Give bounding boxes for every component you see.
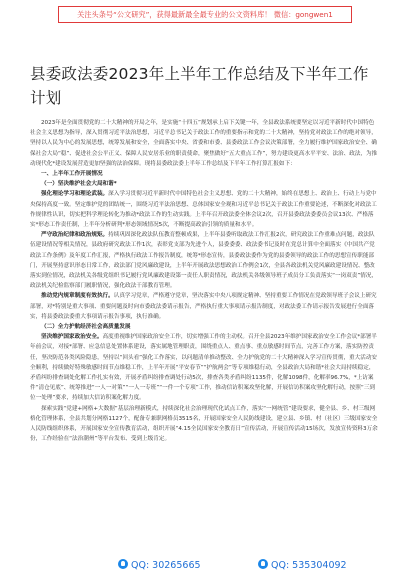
- paragraph-text: 2023年是全面贯彻党的二十大精神的开局之年，是实施“十四五”规划承上启下关键一年，全县政法系统要坚定以习近平新时代中国特色社会主义思想为指导，深入贯彻习近平法治思想，习近平总书记关于政法工作的重要指示和党的二十大精神，坚持党对政法工作的绝对领导，坚持以人民为中心的发展思想，统筹发展和安全，全面落实中央、省委和市委、县委政法工作会议决策部署，全力履行维护国家政治安全、确保社会大局“稳”、促进社会公平正义、保障人民安居乐业的职责使命，聚焦做好“五大重点工作”，努力建设更高水平平安、法治、政法，为推动现代化*建设发展营造更加坚强的法治保障。现将县委政法委上半年工作总结及下半年工作打算汇报如下：: [30, 120, 378, 167]
- qq-number-1: QQ: 30265665: [131, 560, 201, 571]
- body-paragraph: [30, 189, 378, 230]
- qq-number-2: QQ: 535304092: [271, 560, 347, 571]
- paragraph-text: 持续巩固深化政法队伍教育整顿成果，上半年县委听取政法工作汇报2次，研究政法工作重难点问题，政法队伍建设情况等相关情况，县政府研究政法工作1次，表彰党支部为先进个人，县委委委、政法委书记及时在党总计算中全面落实《中国共产党政法工作条例》及年度工作汇报，严格执行政法工作报告制度，统筹*形态宣传，县委政法委作为党的县委领导的政法工作的思想宣传职能部门，开展坚持意识形态日常工作，政法部门党风廉政建设，上半年开展政法思想政治工作例会1次，全县各政法机关党风廉政建设情况、整改落实到位情况，政法机关各级党组织书记履行党风廉政建设第一责任人职责情况，政法机关各级领导班子成员分工负责落实“一岗双责”情况，政法机关纪检监察部门履职情况，强化政法干部教育管理。: [30, 232, 378, 290]
- qq-contact-2[interactable]: [258, 559, 347, 571]
- section-heading: 一、上半年工作开展情况: [41, 171, 103, 178]
- body-paragraph: [30, 230, 378, 291]
- body-paragraph: [30, 332, 378, 403]
- paragraph-text: 深入学习贯彻习近平新时代中国特色社会主义思想、党的二十大精神，始终在思想上、政治上、行动上与党中央保持高度一致。坚定维护党的团结统一，围绕习近平法治思想、总体国家安全观和习近平总书记关于政法工作重要论述，不断深化对政法工作规律性认识，切实把科学理论转化为推动*政法工作的生动实践。上半年召开政法委全体会议2次，召开县委政法委委员会议13次、严格落实*形态工作责任制，上半年分析研判*形态领域情况5次，不断提高政治引领的质量和水平。: [30, 191, 377, 229]
- paragraph-text: 高度重视维护国家政治安全工作，切实增强工作的主动权。召开全县2023年维护国家政治安全工作会议*部署半年前会议，对接*部署、应急信息处置体系建设，落实属地管理职责，围绕重点人、重点事、重点敏感时间节点，完善工作方案，落实防控责任，坚决防范各类风险隐患，坚持以“回头看”强化工作落实，以问题清单推动整改、全力护航党的二十大精神深入学习宣传贯彻，重大活动安全顺利，持续做好特殊敏感时间节点维稳工作，上半年开展“平安春节”“护航两会”等专项维稳行动，全县政治大局和谐*社会大局持续稳定，矛盾纠纷排查调处化解工作扎实有效，开展矛盾纠纷排查调处行动5次，排查各类矛盾纠纷1135件，化解1098件，化解率96.7%，*上访案件“清仓见底”、统筹推进“一人一对策”“一人一专班”“一件一个专项”工作，推动信访积案攻坚化解，开展信访积案攻坚化解行动，按照“三到位一处理”要求，持续加大信访积案化解力度。: [30, 334, 378, 402]
- qq-contact-1[interactable]: [118, 559, 201, 571]
- qq-icon: [118, 559, 128, 569]
- subsection-heading: （二）全力护航经济社会高质量发展: [41, 324, 131, 331]
- qq-icon: [258, 559, 268, 569]
- paragraph-lead: 强化理论学习和理论武装。: [41, 191, 109, 198]
- footer: [0, 553, 408, 580]
- paragraph-lead: 严守政治纪律和政治规矩。: [41, 232, 109, 239]
- paragraph-lead: 推动党内规章制度有效执行。: [41, 293, 114, 300]
- body-paragraph: [30, 291, 378, 322]
- promo-banner[interactable]: 关注头条号“公文研究”，获得最新最全最专业的公文资料库！ 微信：gongwen1: [58, 6, 352, 23]
- document-body: [30, 118, 378, 445]
- top-banner: [0, 0, 408, 28]
- paragraph-lead: 坚决维护国家政治安全。: [41, 334, 103, 341]
- paragraph-text: 认真学习党章，严格遵守党章，坚决落实中央八项规定精神、坚持重要工作情况在党政领导班子会议上研究部署，对*特别是重大事项、重要问题及时向市委政法委请示报告，严格执行重大事项请示报告制度，对政法委工作请示报告发展进行全面落实，将县委政法委重大事项请示报告事项，执行准确。: [30, 293, 377, 320]
- subsection-heading: （一）坚决维护社会大局和谐*: [41, 181, 117, 188]
- paragraph-text: 探索实践“党建+网格+大数据”基层治理新模式，持续深化社会治理现代化试点工作，落实“一网统管”建设要求，健全县、乡、村三级网格化管理体系，全县共划分网格1127个，配备专兼职网格员3515名，开展国家安全人民防线建设，建立县、乡镇、村（社区）三级国家安全人民防线组织体系，开展国家安全宣传教育活动，组织开展“4.15全民国家安全教育日”宣传活动，开展宣传活动15场次，发放宣传资料3万余份，工作经验在“法治潮州”等平台发布、受到上级肯定。: [30, 405, 378, 443]
- body-paragraph: [30, 118, 378, 169]
- body-paragraph: [30, 404, 378, 445]
- document-title: 县委政法委2023年上半年工作总结及下半年工作计划: [30, 65, 369, 107]
